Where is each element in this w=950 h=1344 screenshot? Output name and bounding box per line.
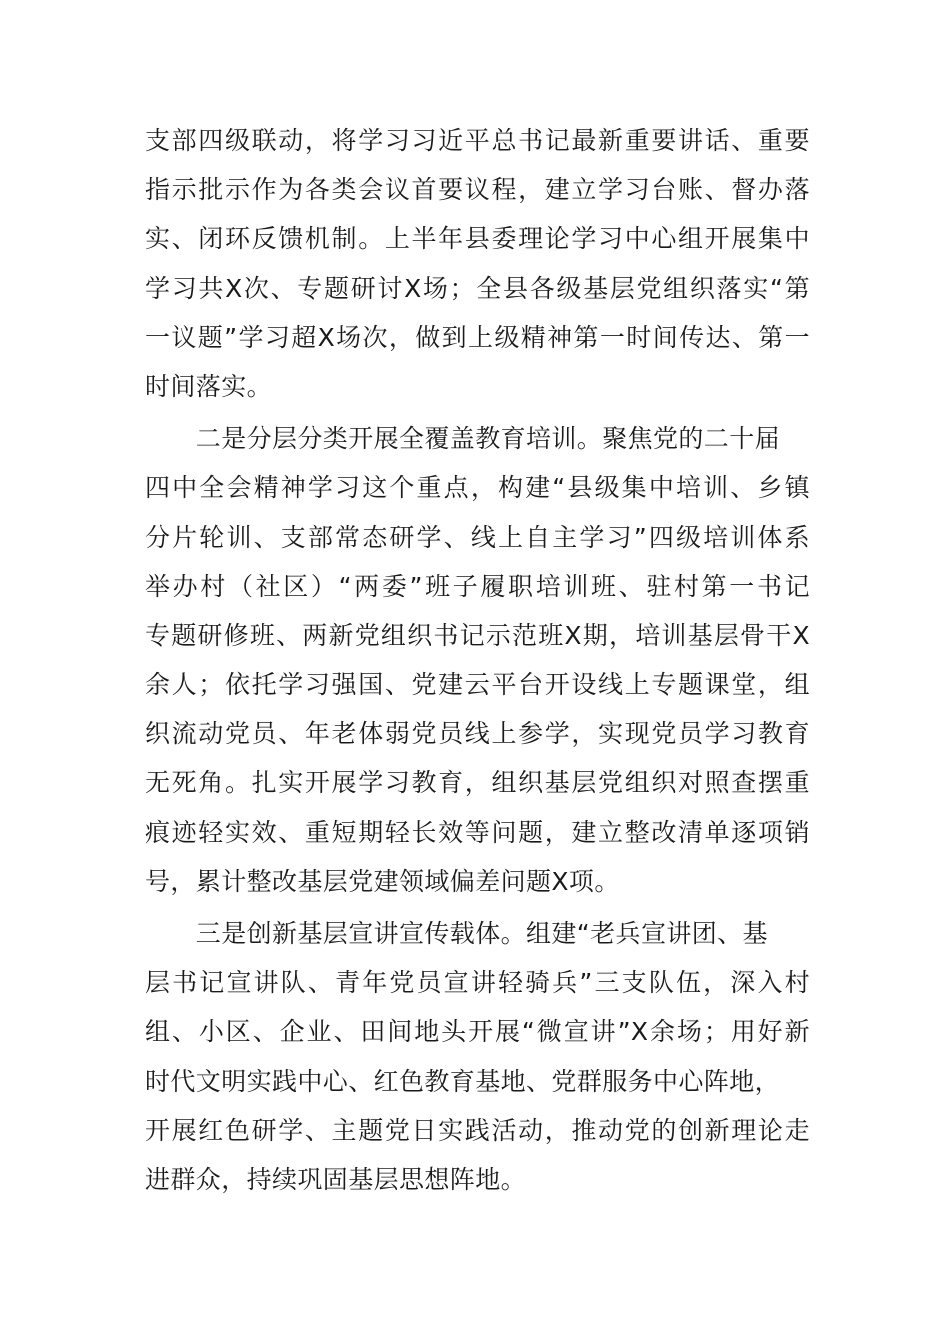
text-line: 一议题”学习超X场次，做到上级精神第一时间传达、第一 <box>145 322 810 352</box>
document-body <box>145 116 810 1204</box>
text-line: 织流动党员、年老体弱党员线上参学，实现党员学习教育 <box>145 719 810 749</box>
text-line: 时代文明实践中心、红色教育基地、党群服务中心阵地， <box>145 1066 781 1096</box>
paragraph-2 <box>145 414 810 906</box>
text-line: 学习共X次、专题研讨X场；全县各级基层党组织落实“第 <box>145 273 810 303</box>
text-line: 三是创新基层宣讲宣传载体。组建“老兵宣讲团、基 <box>145 919 768 948</box>
paragraph-1 <box>145 116 810 411</box>
paragraph-3 <box>145 909 810 1204</box>
text-line: 指示批示作为各类会议首要议程，建立学习台账、督办落 <box>145 175 810 205</box>
text-line: 时间落实。 <box>145 371 273 401</box>
text-line: 二是分层分类开展全覆盖教育培训。聚焦党的二十届 <box>145 424 781 454</box>
text-line: 专题研修班、两新党组织书记示范班X期，培训基层骨干X <box>145 620 810 650</box>
text-line: 四中全会精神学习这个重点，构建“县级集中培训、乡镇 <box>145 473 810 503</box>
text-line: 余人；依托学习强国、党建云平台开设线上专题课堂，组 <box>145 670 810 700</box>
text-line: 进群众，持续巩固基层思想阵地。 <box>145 1164 527 1194</box>
text-line: 无死角。扎实开展学习教育，组织基层党组织对照查摆重 <box>145 768 810 798</box>
text-line: 分片轮训、支部常态研学、线上自主学习”四级培训体系 <box>145 522 810 552</box>
text-line: 层书记宣讲队、青年党员宣讲轻骑兵”三支队伍，深入村 <box>145 968 810 998</box>
text-line: 开展红色研学、主题党日实践活动，推动党的创新理论走 <box>145 1115 810 1145</box>
text-line: 号，累计整改基层党建领域偏差问题X项。 <box>145 866 620 896</box>
text-line: 支部四级联动，将学习习近平总书记最新重要讲话、重要 <box>145 126 810 155</box>
text-line: 实、闭环反馈机制。上半年县委理论学习中心组开展集中 <box>145 224 810 254</box>
text-line: 痕迹轻实效、重短期轻长效等问题，建立整改清单逐项销 <box>145 817 810 847</box>
text-line: 组、小区、企业、田间地头开展“微宣讲”X余场；用好新 <box>145 1017 810 1047</box>
text-line: 举办村（社区）“两委”班子履职培训班、驻村第一书记 <box>145 571 810 601</box>
